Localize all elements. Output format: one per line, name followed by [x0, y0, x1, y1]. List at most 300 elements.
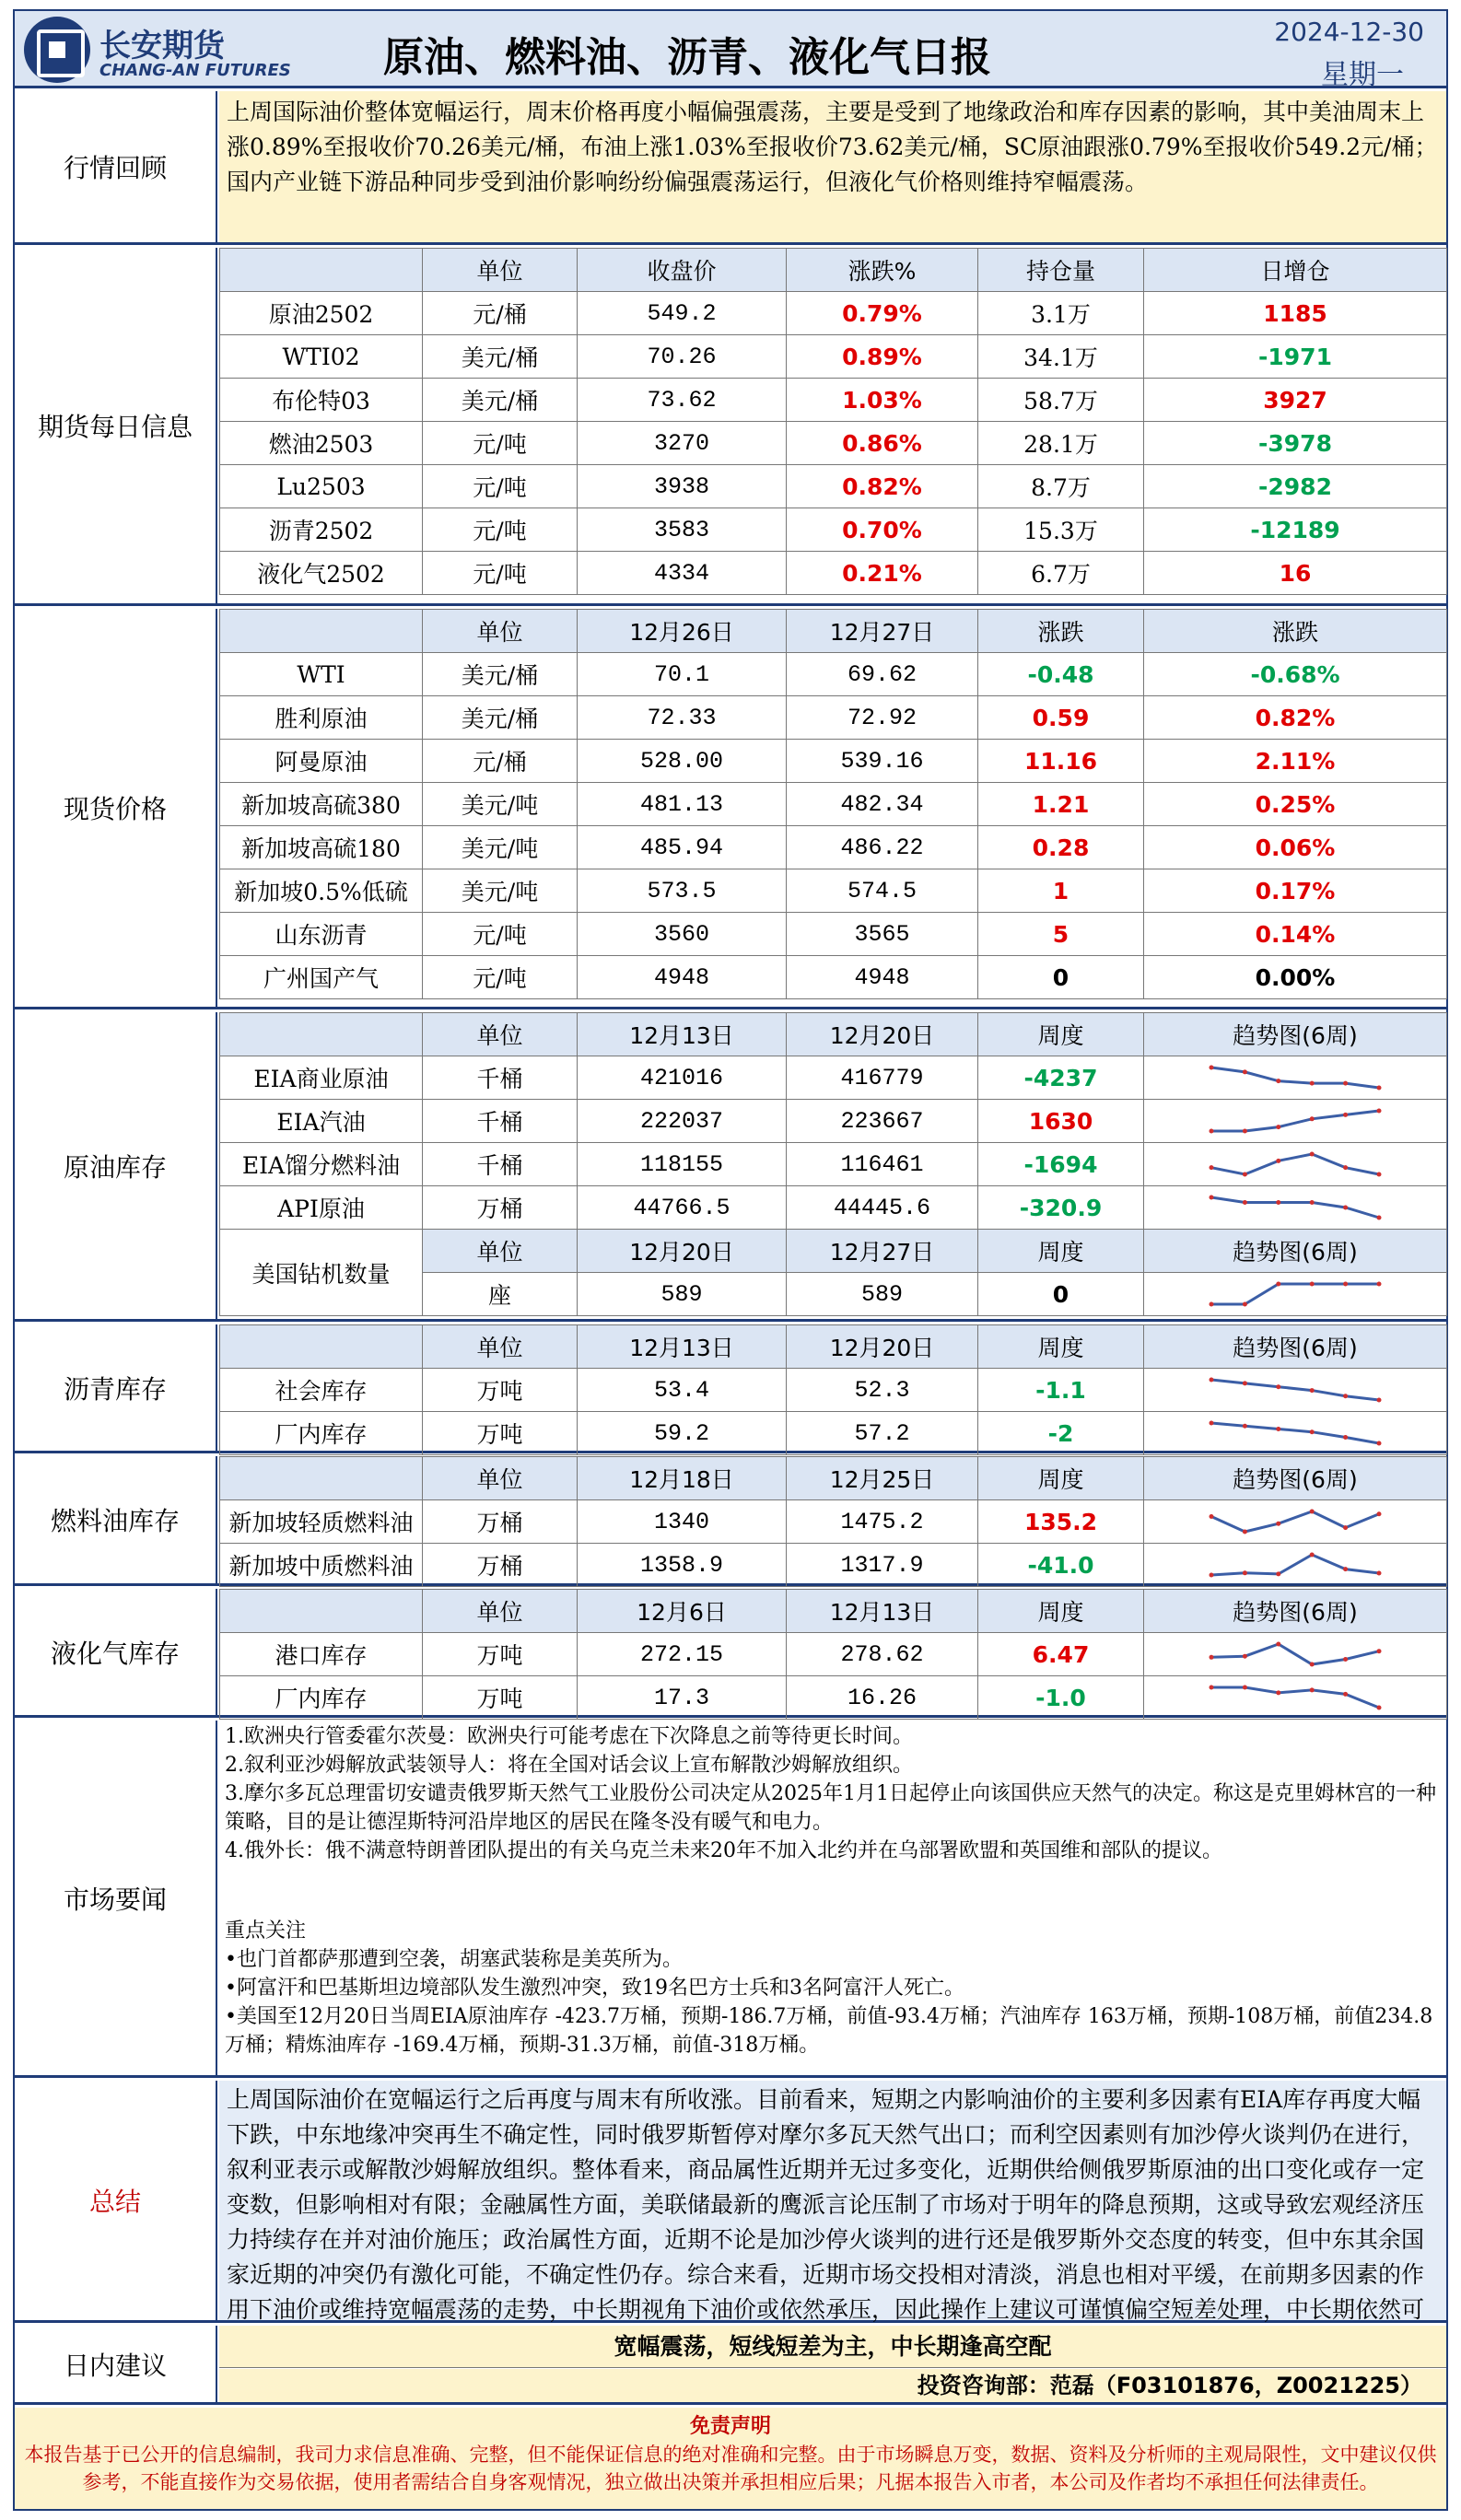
unit: 美元/桶	[423, 379, 578, 422]
column-header: 单位	[423, 1457, 578, 1500]
inventory-name: 厂内库存	[220, 1412, 423, 1455]
column-header: 12月20日	[787, 1325, 978, 1369]
trend-line	[1211, 1380, 1379, 1400]
oi-change: -1971	[1144, 335, 1447, 379]
trend-line	[1211, 1111, 1379, 1131]
open-interest: 6.7万	[978, 552, 1144, 595]
unit: 元/桶	[423, 740, 578, 783]
unit: 元/吨	[423, 465, 578, 508]
change-pct: 0.00%	[1144, 956, 1447, 999]
price-prev: 72.33	[578, 696, 787, 740]
table-row	[220, 1676, 1447, 1720]
table-header-row	[220, 249, 1447, 292]
price-curr: 486.22	[787, 826, 978, 869]
open-interest: 28.1万	[978, 422, 1144, 465]
value-prev: 421016	[578, 1056, 787, 1100]
open-interest: 8.7万	[978, 465, 1144, 508]
price-curr: 539.16	[787, 740, 978, 783]
rig-header-row	[220, 1230, 1447, 1273]
change: -0.48	[978, 653, 1144, 696]
column-header: 趋势图(6周)	[1144, 1013, 1447, 1056]
trend-line	[1211, 1284, 1379, 1304]
column-header: 12月26日	[578, 610, 787, 653]
trend-point	[1276, 1571, 1280, 1576]
value-prev: 118155	[578, 1143, 787, 1186]
trend-point	[1343, 1435, 1348, 1440]
rig-count-label: 美国钻机数量	[220, 1230, 423, 1316]
column-header: 涨跌%	[787, 249, 978, 292]
summary-label: 总结	[15, 2081, 217, 2320]
trend-point	[1310, 1662, 1315, 1667]
spot-section	[15, 609, 1446, 1009]
change-pct: 0.86%	[787, 422, 978, 465]
weekly-change: -320.9	[978, 1186, 1144, 1230]
asphalt-inventory-table	[219, 1324, 1447, 1455]
report-date: 2024-12-30	[1274, 17, 1424, 47]
trend-point	[1210, 1066, 1214, 1070]
report-header	[15, 11, 1446, 91]
trend-point	[1276, 1159, 1280, 1163]
contract-name: 液化气2502	[220, 552, 423, 595]
value-curr: 278.62	[787, 1633, 978, 1676]
trend-point	[1310, 1687, 1315, 1692]
price-prev: 528.00	[578, 740, 787, 783]
price-curr: 4948	[787, 956, 978, 999]
unit: 万吨	[423, 1412, 578, 1455]
inventory-name: 社会库存	[220, 1369, 423, 1412]
trend-point	[1243, 1172, 1247, 1177]
trend-point	[1377, 1571, 1382, 1576]
table-row	[220, 552, 1447, 595]
table-row	[220, 869, 1447, 913]
price-curr: 72.92	[787, 696, 978, 740]
trend-point	[1276, 1522, 1280, 1526]
close-price: 3270	[578, 422, 787, 465]
change-pct: -0.68%	[1144, 653, 1447, 696]
trend-chart-cell	[1144, 1056, 1447, 1100]
column-header: 周度	[978, 1325, 1144, 1369]
column-header: 单位	[423, 1325, 578, 1369]
column-header: 12月25日	[787, 1457, 978, 1500]
unit: 千桶	[423, 1143, 578, 1186]
report-page	[13, 9, 1448, 2511]
header-blank	[220, 1457, 423, 1500]
news-section	[15, 1721, 1446, 2078]
value-prev: 17.3	[578, 1676, 787, 1720]
unit: 元/吨	[423, 422, 578, 465]
trend-point	[1276, 1125, 1280, 1129]
focus-item: •阿富汗和巴基斯坦边境部队发生激烈冲突，致19名巴方士兵和3名阿富汗人死亡。	[225, 1977, 964, 2000]
trend-point	[1343, 1394, 1348, 1398]
change: 5	[978, 913, 1144, 956]
trend-chart-cell	[1144, 1633, 1447, 1676]
weekly-change: 6.47	[978, 1633, 1144, 1676]
trend-point	[1310, 1553, 1315, 1558]
table-row	[220, 783, 1447, 826]
column-header: 单位	[423, 1590, 578, 1633]
value-curr: 116461	[787, 1143, 978, 1186]
column-header: 涨跌	[978, 610, 1144, 653]
value-curr: 57.2	[787, 1412, 978, 1455]
unit: 万桶	[423, 1500, 578, 1544]
change: 11.16	[978, 740, 1144, 783]
open-interest: 15.3万	[978, 508, 1144, 552]
trend-point	[1343, 1206, 1348, 1210]
news-item: 3.摩尔多瓦总理雷切安谴责俄罗斯天然气工业股份公司决定从2025年1月1日起停止向该国供应天然气的决定。称这是克里姆林宫的一种策略，目的是让德涅斯特河沿岸地区的居民在隆冬没有暖气和电力。	[225, 1782, 1436, 1834]
value-curr: 16.26	[787, 1676, 978, 1720]
unit: 千桶	[423, 1056, 578, 1100]
trend-point	[1377, 1172, 1382, 1177]
weekly-change: -1.0	[978, 1676, 1144, 1720]
trend-point	[1310, 1282, 1315, 1287]
news-label: 市场要闻	[15, 1721, 217, 2075]
price-prev: 573.5	[578, 869, 787, 913]
crude-inventory-section	[15, 1012, 1446, 1322]
contract-name: WTI02	[220, 335, 423, 379]
trend-chart-cell	[1144, 1186, 1447, 1230]
trend-point	[1343, 1525, 1348, 1530]
inventory-name: API原油	[220, 1186, 423, 1230]
focus-item: •美国至12月20日当周EIA原油库存 -423.7万桶，预期-186.7万桶，前值-93.4万桶；汽油库存 163万桶，预期-108万桶，前值234.8万桶；精炼油库存 -169.4万桶，预期-31.3万桶，前值-318万桶。	[225, 2005, 1433, 2057]
trend-chart-cell	[1144, 1676, 1447, 1720]
change: 0.28	[978, 826, 1144, 869]
trend-point	[1343, 1692, 1348, 1697]
unit: 美元/桶	[423, 653, 578, 696]
weekly-change: 1630	[978, 1100, 1144, 1143]
header-blank	[220, 1590, 423, 1633]
close-price: 70.26	[578, 335, 787, 379]
trend-point	[1377, 1216, 1382, 1220]
change: 0	[978, 956, 1144, 999]
value-curr: 223667	[787, 1100, 978, 1143]
focus-item: •也门首都萨那遭到空袭，胡塞武装称是美英所为。	[225, 1948, 683, 1971]
spot-name: 新加坡0.5%低硫	[220, 869, 423, 913]
brand-name-en: CHANG-AN FUTURES	[99, 61, 291, 80]
trend-point	[1343, 1567, 1348, 1571]
trend-point	[1243, 1129, 1247, 1134]
change: 1	[978, 869, 1144, 913]
change-pct: 0.14%	[1144, 913, 1447, 956]
table-header-row	[220, 610, 1447, 653]
trend-point	[1377, 1109, 1382, 1114]
column-header: 趋势图(6周)	[1144, 1590, 1447, 1633]
trend-point	[1243, 1069, 1247, 1074]
trend-chart-cell	[1144, 1544, 1447, 1587]
trend-sparkline	[1208, 1107, 1383, 1135]
value-curr: 589	[787, 1273, 978, 1316]
close-price: 73.62	[578, 379, 787, 422]
table-row	[220, 696, 1447, 740]
contract-name: 燃油2503	[220, 422, 423, 465]
column-header: 单位	[423, 610, 578, 653]
trend-point	[1210, 1573, 1214, 1578]
spot-table	[219, 609, 1447, 999]
disclaimer-title: 免责声明	[689, 2415, 771, 2438]
consultant-line: 投资咨询部：范磊（F03101876，Z0021225）	[219, 2369, 1446, 2402]
inventory-name: 港口库存	[220, 1633, 423, 1676]
trend-point	[1343, 1282, 1348, 1287]
trend-sparkline	[1208, 1064, 1383, 1091]
value-prev: 272.15	[578, 1633, 787, 1676]
open-interest: 3.1万	[978, 292, 1144, 335]
weekly-change: -41.0	[978, 1544, 1144, 1587]
trend-point	[1276, 1282, 1280, 1287]
spot-name: WTI	[220, 653, 423, 696]
brand-name: 长安期货	[99, 28, 225, 64]
weekly-change: -1694	[978, 1143, 1144, 1186]
value-prev: 53.4	[578, 1369, 787, 1412]
change-pct: 0.21%	[787, 552, 978, 595]
change: 1.21	[978, 783, 1144, 826]
column-header: 日增仓	[1144, 249, 1447, 292]
advice-section	[15, 2326, 1446, 2405]
oi-change: -12189	[1144, 508, 1447, 552]
header-blank	[220, 610, 423, 653]
trend-sparkline	[1208, 1419, 1383, 1447]
unit: 万吨	[423, 1676, 578, 1720]
table-row	[220, 740, 1447, 783]
unit: 元/桶	[423, 292, 578, 335]
column-header: 周度	[978, 1230, 1144, 1273]
spot-name: 新加坡高硫380	[220, 783, 423, 826]
unit: 万吨	[423, 1369, 578, 1412]
change: 0.59	[978, 696, 1144, 740]
price-curr: 482.34	[787, 783, 978, 826]
trend-point	[1210, 1302, 1214, 1307]
column-header: 周度	[978, 1590, 1144, 1633]
trend-point	[1276, 1384, 1280, 1389]
advice-label: 日内建议	[15, 2326, 217, 2402]
asphalt-inventory-label: 沥青库存	[15, 1324, 217, 1451]
weekly-change: -4237	[978, 1056, 1144, 1100]
trend-point	[1377, 1441, 1382, 1446]
change-pct: 0.82%	[1144, 696, 1447, 740]
column-header: 趋势图(6周)	[1144, 1230, 1447, 1273]
column-header: 持仓量	[978, 249, 1144, 292]
trend-point	[1276, 1427, 1280, 1431]
trend-point	[1243, 1381, 1247, 1385]
column-header: 单位	[423, 1230, 578, 1273]
header-blank	[220, 249, 423, 292]
trend-chart-cell	[1144, 1412, 1447, 1455]
trend-point	[1210, 1378, 1214, 1382]
futures-table	[219, 248, 1447, 595]
table-header-row	[220, 1457, 1447, 1500]
unit: 美元/吨	[423, 783, 578, 826]
table-row	[220, 379, 1447, 422]
unit: 元/吨	[423, 956, 578, 999]
trend-point	[1210, 1514, 1214, 1519]
trend-sparkline	[1208, 1684, 1383, 1711]
inventory-name: 厂内库存	[220, 1676, 423, 1720]
value-curr: 1317.9	[787, 1544, 978, 1587]
close-price: 3583	[578, 508, 787, 552]
inventory-name: EIA馏分燃料油	[220, 1143, 423, 1186]
column-header: 涨跌	[1144, 610, 1447, 653]
price-prev: 3560	[578, 913, 787, 956]
close-price: 549.2	[578, 292, 787, 335]
trend-sparkline	[1208, 1150, 1383, 1178]
trend-chart-cell	[1144, 1273, 1447, 1316]
inventory-name: EIA商业原油	[220, 1056, 423, 1100]
value-curr: 1475.2	[787, 1500, 978, 1544]
trend-point	[1343, 1165, 1348, 1170]
spot-name: 山东沥青	[220, 913, 423, 956]
column-header: 趋势图(6周)	[1144, 1325, 1447, 1369]
trend-line	[1211, 1555, 1379, 1575]
contract-name: 沥青2502	[220, 508, 423, 552]
review-section	[15, 91, 1446, 245]
trend-point	[1310, 1388, 1315, 1393]
trend-chart-cell	[1144, 1143, 1447, 1186]
inventory-name: EIA汽油	[220, 1100, 423, 1143]
trend-point	[1210, 1165, 1214, 1170]
news-item: 2.叙利亚沙姆解放武装领导人：将在全国对话会议上宣布解散沙姆解放组织。	[225, 1754, 913, 1777]
column-header: 12月13日	[578, 1325, 787, 1369]
close-price: 4334	[578, 552, 787, 595]
column-header: 周度	[978, 1457, 1144, 1500]
unit: 美元/吨	[423, 869, 578, 913]
value-curr: 44445.6	[787, 1186, 978, 1230]
trend-line	[1211, 1511, 1379, 1532]
value-prev: 589	[578, 1273, 787, 1316]
table-row	[220, 1186, 1447, 1230]
price-curr: 3565	[787, 913, 978, 956]
trend-point	[1243, 1686, 1247, 1690]
weekly-change: 135.2	[978, 1500, 1144, 1544]
trend-point	[1310, 1152, 1315, 1157]
table-row	[220, 913, 1447, 956]
price-prev: 481.13	[578, 783, 787, 826]
trend-point	[1377, 1511, 1382, 1516]
table-row	[220, 1544, 1447, 1587]
change-pct: 0.25%	[1144, 783, 1447, 826]
trend-chart-cell	[1144, 1500, 1447, 1544]
unit: 座	[423, 1273, 578, 1316]
spot-name: 阿曼原油	[220, 740, 423, 783]
table-header-row	[220, 1013, 1447, 1056]
trend-point	[1377, 1398, 1382, 1403]
contract-name: Lu2503	[220, 465, 423, 508]
table-header-row	[220, 1590, 1447, 1633]
column-header: 12月27日	[787, 610, 978, 653]
trend-point	[1210, 1421, 1214, 1426]
spot-name: 胜利原油	[220, 696, 423, 740]
trend-line	[1211, 1197, 1379, 1218]
column-header: 12月27日	[787, 1230, 978, 1273]
unit: 元/吨	[423, 913, 578, 956]
advice-text: 宽幅震荡，短线短差为主，中长期逢高空配	[219, 2326, 1446, 2368]
spot-label: 现货价格	[15, 609, 217, 1007]
header-blank	[220, 1013, 423, 1056]
price-curr: 69.62	[787, 653, 978, 696]
column-header: 单位	[423, 1013, 578, 1056]
oi-change: 3927	[1144, 379, 1447, 422]
oi-change: -2982	[1144, 465, 1447, 508]
lpg-inventory-label: 液化气库存	[15, 1589, 217, 1715]
change-pct: 2.11%	[1144, 740, 1447, 783]
trend-point	[1310, 1200, 1315, 1205]
column-header: 12月13日	[787, 1590, 978, 1633]
table-row	[220, 1056, 1447, 1100]
table-row	[220, 508, 1447, 552]
table-row	[220, 1633, 1447, 1676]
change-pct: 0.82%	[787, 465, 978, 508]
column-header: 12月13日	[578, 1013, 787, 1056]
value-prev: 1358.9	[578, 1544, 787, 1587]
trend-point	[1210, 1196, 1214, 1200]
trend-point	[1243, 1530, 1247, 1534]
trend-point	[1210, 1655, 1214, 1660]
trend-point	[1343, 1657, 1348, 1662]
column-header: 趋势图(6周)	[1144, 1457, 1447, 1500]
price-prev: 70.1	[578, 653, 787, 696]
spot-name: 广州国产气	[220, 956, 423, 999]
trend-point	[1276, 1690, 1280, 1695]
trend-line	[1211, 1154, 1379, 1174]
column-header: 12月20日	[578, 1230, 787, 1273]
trend-point	[1243, 1302, 1247, 1307]
trend-point	[1210, 1686, 1214, 1690]
column-header: 收盘价	[578, 249, 787, 292]
trend-point	[1243, 1200, 1247, 1205]
trend-point	[1310, 1510, 1315, 1514]
trend-chart-cell	[1144, 1100, 1447, 1143]
trend-sparkline	[1208, 1376, 1383, 1404]
value-prev: 222037	[578, 1100, 787, 1143]
table-row	[220, 1412, 1447, 1455]
table-row	[220, 1100, 1447, 1143]
trend-point	[1210, 1129, 1214, 1134]
table-row	[220, 956, 1447, 999]
trend-chart-cell	[1144, 1369, 1447, 1412]
table-row	[220, 335, 1447, 379]
trend-point	[1377, 1706, 1382, 1710]
report-weekday: 星期一	[1321, 59, 1404, 91]
trend-point	[1276, 1079, 1280, 1083]
crude-inventory-table	[219, 1012, 1447, 1316]
oi-change: 16	[1144, 552, 1447, 595]
unit: 万桶	[423, 1186, 578, 1230]
focus-title: 重点关注	[225, 1919, 307, 1942]
trend-point	[1243, 1654, 1247, 1659]
table-row	[220, 1369, 1447, 1412]
spot-name: 新加坡高硫180	[220, 826, 423, 869]
weekly-change: -2	[978, 1412, 1144, 1455]
open-interest: 34.1万	[978, 335, 1144, 379]
value-prev: 1340	[578, 1500, 787, 1544]
trend-point	[1310, 1429, 1315, 1434]
close-price: 3938	[578, 465, 787, 508]
change-pct: 0.17%	[1144, 869, 1447, 913]
review-text: 上周国际油价整体宽幅运行，周末价格再度小幅偏强震荡，主要是受到了地缘政治和库存因素的影响，其中美油周末上涨0.89%至报收价70.26美元/桶，布油上涨1.03%至报收价73.62美元/桶，SC原油跟涨0.79%至报收价549.2元/桶；国内产业链下游品种同步受到油价影响纷纷偏强震荡运行，但液化气价格则维持窄幅震荡。	[219, 91, 1446, 242]
price-curr: 574.5	[787, 869, 978, 913]
unit: 美元/桶	[423, 335, 578, 379]
column-header: 单位	[423, 249, 578, 292]
trend-point	[1377, 1086, 1382, 1091]
lpg-inventory-section	[15, 1589, 1446, 1718]
inventory-name: 新加坡轻质燃料油	[220, 1500, 423, 1544]
unit: 千桶	[423, 1100, 578, 1143]
oi-change: 1185	[1144, 292, 1447, 335]
table-row	[220, 653, 1447, 696]
table-header-row	[220, 1325, 1447, 1369]
unit: 美元/桶	[423, 696, 578, 740]
table-row	[220, 826, 1447, 869]
table-row	[220, 1143, 1447, 1186]
disclaimer	[15, 2408, 1446, 2509]
unit: 元/吨	[423, 508, 578, 552]
